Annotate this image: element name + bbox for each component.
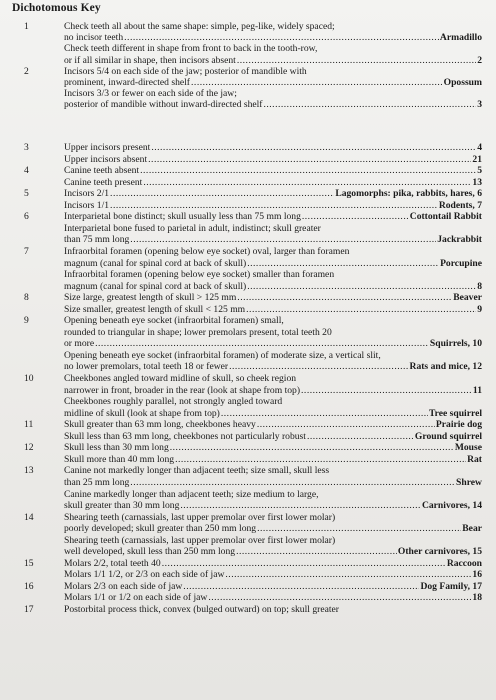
choice-text: Molars 1/1 1/2, or 2/3 on each side of jaw <box>64 570 225 581</box>
key-choice <box>64 582 482 592</box>
key-choice <box>64 259 482 269</box>
key-choice <box>64 189 482 199</box>
dot-leader <box>95 339 429 349</box>
choice-result: Mouse <box>454 443 482 454</box>
choice-result: 3 <box>477 100 482 111</box>
dot-leader <box>236 547 397 557</box>
key-choice <box>64 33 482 43</box>
dot-leader <box>151 143 476 153</box>
key-choice <box>64 293 482 303</box>
choice-text: well developed, skull less than 250 mm long <box>64 547 236 558</box>
key-choice <box>64 593 482 603</box>
couplet-number: 1 <box>24 21 29 32</box>
choice-result: 16 <box>472 570 482 581</box>
key-text: Shearing teeth (carnassials, last upper premolar over first lower molar) <box>64 535 336 546</box>
choice-result: Ground squirrel <box>414 431 482 442</box>
key-choice <box>64 420 482 430</box>
dot-leader <box>130 478 455 488</box>
choice-result: 13 <box>472 177 482 188</box>
dot-leader <box>229 362 408 372</box>
key-choice <box>64 56 482 66</box>
choice-text: Size smaller, greatest length of skull < 125 mm <box>64 304 246 315</box>
choice-text: poorly developed; skull greater than 250 mm long <box>64 524 257 535</box>
key-choice <box>64 201 482 211</box>
couplet-number: 10 <box>24 373 34 384</box>
key-choice <box>64 547 482 557</box>
choice-text: Skull less than 30 mm long <box>64 443 169 454</box>
choice-text: Canine teeth present <box>64 177 143 188</box>
key-choice <box>64 178 482 188</box>
dot-leader <box>247 282 476 292</box>
couplet-number: 5 <box>24 188 29 200</box>
choice-text: magnum (canal for spinal cord at back of skull) <box>64 281 247 292</box>
dot-leader <box>130 235 436 245</box>
choice-result: Jackrabbit <box>437 235 482 246</box>
couplet-number: 7 <box>24 245 29 257</box>
key-text: Shearing teeth (carnassials, last upper premolar over first lower molar) <box>64 512 336 523</box>
key-choice <box>64 100 482 110</box>
choice-result: Tree squirrel <box>428 408 482 419</box>
choice-result: Bear <box>462 524 482 535</box>
choice-result: Lagomorphs: pika, rabbits, hares, 6 <box>335 189 482 200</box>
key-choice <box>64 559 482 569</box>
dot-leader <box>170 443 454 453</box>
choice-text: Molars 2/3 on each side of jaw <box>64 581 183 592</box>
dot-leader <box>307 432 414 442</box>
key-text: rounded to triangular in shape; lower premolars present, total teeth 20 <box>64 327 332 338</box>
key-choice <box>64 478 482 488</box>
dot-leader <box>183 582 419 592</box>
dot-leader <box>221 409 428 419</box>
dot-leader <box>301 386 472 396</box>
key-choice <box>64 155 482 165</box>
choice-text: posterior of mandible without inward-directed shelf <box>64 100 263 111</box>
dot-leader <box>237 56 476 66</box>
choice-text: Molars 1/1 or 1/2 on each side of jaw <box>64 593 208 604</box>
dot-leader <box>208 593 471 603</box>
choice-text: or if all similar in shape, then incisors absent <box>64 55 236 66</box>
couplet-number: 9 <box>24 315 29 327</box>
choice-result: Prairie dog <box>435 420 482 431</box>
key-choice <box>64 501 482 511</box>
key-choice <box>64 570 482 580</box>
choice-text: or more <box>64 339 95 350</box>
key-choice <box>64 78 482 88</box>
choice-result: Armadillo <box>439 33 482 44</box>
dot-leader <box>110 189 334 199</box>
choice-result: Rats and mice, 12 <box>409 362 482 373</box>
dot-leader <box>180 501 421 511</box>
choice-text: skull greater than 30 mm long <box>64 501 180 512</box>
choice-result: Shrew <box>456 477 482 488</box>
choice-result: 11 <box>472 385 482 396</box>
dot-leader <box>246 305 476 315</box>
choice-text: than 25 mm long <box>64 477 130 488</box>
choice-result: 9 <box>477 304 482 315</box>
choice-text: Skull greater than 63 mm long, cheekbones heavy <box>64 420 256 431</box>
choice-text: Incisors 2/1 <box>64 189 110 200</box>
choice-text: narrower in front, broader in the rear (look at shape from top) <box>64 385 301 396</box>
choice-text: Incisors 1/1 <box>64 200 110 211</box>
couplet-number: 2 <box>24 65 29 77</box>
key-choice <box>64 443 482 453</box>
choice-result: 18 <box>472 593 482 604</box>
dot-leader <box>124 33 439 43</box>
key-text: Canine not markedly longer than adjacent teeth; size small, skull less <box>64 466 330 477</box>
choice-result: Beaver <box>453 293 482 304</box>
dot-leader <box>148 155 471 165</box>
key-choice <box>64 362 482 372</box>
key-text: Check teeth different in shape from front to back in the tooth-row, <box>64 44 318 55</box>
key-text: Incisors 3/3 or fewer on each side of the jaw; <box>64 89 237 100</box>
choice-result: Rodents, 7 <box>438 200 482 211</box>
choice-result: Carnivores, 14 <box>421 501 482 512</box>
dot-leader <box>237 293 452 303</box>
key-text: Opening beneath eye socket (infraorbital foramen) of moderate size, a vertical slit, <box>64 350 381 361</box>
key-choice <box>64 409 482 419</box>
couplet-number: 6 <box>24 211 29 223</box>
choice-text: Canine teeth absent <box>64 166 140 177</box>
choice-text: prominent, inward-directed shelf <box>64 78 191 88</box>
key-text: Incisors 5/4 on each side of the jaw; posterior of mandible with <box>64 66 307 77</box>
couplet-number: 14 <box>24 511 34 523</box>
key-text: Postorbital process thick, convex (bulged outward) on top; skull greater <box>64 605 339 615</box>
choice-result: 2 <box>477 55 482 66</box>
key-choice <box>64 432 482 442</box>
couplet-number: 3 <box>24 142 29 153</box>
key-text: Infraorbital foramen (opening below eye socket) smaller than foramen <box>64 270 335 281</box>
key-choice <box>64 212 482 222</box>
dot-leader <box>191 78 443 88</box>
key-choice <box>64 524 482 534</box>
dot-leader <box>143 178 471 188</box>
key-choice <box>64 282 482 292</box>
choice-result: Squirrels, 10 <box>429 339 482 350</box>
couplet-number: 15 <box>24 557 34 569</box>
dot-leader <box>257 420 435 430</box>
dot-leader <box>110 201 438 211</box>
key-text: Cheekbones angled toward midline of skull, so cheek region <box>64 374 297 384</box>
couplet-number: 4 <box>24 165 29 177</box>
dot-leader <box>247 259 439 269</box>
couplet-number: 8 <box>24 292 29 304</box>
dot-leader <box>263 100 476 110</box>
choice-text: Upper incisors absent <box>64 154 148 165</box>
key-text: Interparietal bone fused to parietal in adult, indistinct; skull greater <box>64 223 321 234</box>
key-choice <box>64 235 482 245</box>
choice-text: Interparietal bone distinct; skull usually less than 75 mm long <box>64 212 301 223</box>
key-choice <box>64 143 482 153</box>
choice-result: Dog Family, 17 <box>420 581 482 592</box>
dot-leader <box>140 166 476 176</box>
choice-text: Skull less than 63 mm long, cheekbones not particularly robust <box>64 431 306 442</box>
dot-leader <box>162 559 446 569</box>
choice-result: 5 <box>477 166 482 177</box>
choice-result: 21 <box>472 154 482 165</box>
couplet-number: 11 <box>24 419 34 431</box>
key-choice <box>64 305 482 315</box>
choice-text: Molars 2/2, total teeth 40 <box>64 558 161 569</box>
couplet-number: 13 <box>24 465 34 477</box>
key-text: Canine markedly longer than adjacent teeth; size medium to large, <box>64 489 319 500</box>
couplet-number: 12 <box>24 442 34 454</box>
couplet-number: 16 <box>24 580 34 592</box>
key-text: Infraorbital foramen (opening below eye socket) oval, larger than foramen <box>64 246 350 257</box>
choice-text: Size large, greatest length of skull > 125 mm <box>64 293 237 304</box>
choice-result: Cottontail Rabbit <box>409 212 482 223</box>
dot-leader <box>175 455 466 465</box>
choice-result: Other carnivores, 15 <box>397 547 482 558</box>
dot-leader <box>302 212 409 222</box>
dot-leader <box>225 570 471 580</box>
key-choice <box>64 339 482 349</box>
key-text: Opening beneath eye socket (infraorbital foramen) small, <box>64 316 284 327</box>
choice-text: no lower premolars, total teeth 18 or fewer <box>64 362 229 373</box>
choice-result: Raccoon <box>446 558 482 569</box>
choice-text: Skull more than 40 mm long <box>64 454 175 465</box>
choice-text: midline of skull (look at shape from top) <box>64 408 220 419</box>
choice-result: 8 <box>477 281 482 292</box>
couplet-number: 17 <box>24 604 34 615</box>
choice-result: Opossum <box>443 78 482 88</box>
choice-text: than 75 mm long <box>64 235 130 246</box>
key-choice <box>64 386 482 396</box>
dot-leader <box>257 524 461 534</box>
page-title: Dichotomous Key <box>12 2 101 14</box>
key-text: Check teeth all about the same shape: simple, peg-like, widely spaced; <box>64 22 335 32</box>
choice-text: no incisor teeth <box>64 33 124 44</box>
choice-result: Porcupine <box>440 258 482 269</box>
key-choice <box>64 166 482 176</box>
key-choice <box>64 455 482 465</box>
choice-text: magnum (canal for spinal cord at back of skull) <box>64 258 247 269</box>
key-text: Cheekbones roughly parallel, not strongly angled toward <box>64 397 283 408</box>
choice-result: 4 <box>477 143 482 153</box>
choice-result: Rat <box>467 454 482 465</box>
choice-text: Upper incisors present <box>64 143 151 153</box>
